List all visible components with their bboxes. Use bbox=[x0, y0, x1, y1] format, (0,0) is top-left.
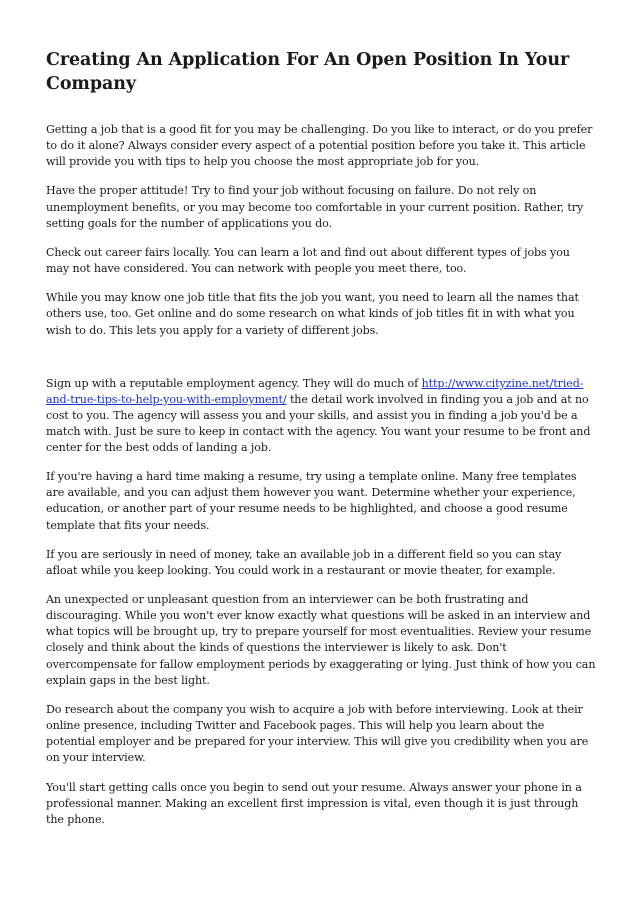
agency-text-after: the detail work involved in finding you a job and at no cost to you. The agency will assess you and your skills, and assist you in finding a job you'd be a match with. Just be sure to keep in contact with the agency. You want your resume to be front and center for the best odds of landing a job. bbox=[46, 392, 591, 454]
paragraph-job-titles: While you may know one job title that fits the job you want, you need to learn all the names that others use, too. Get online and do some research on what kinds of job titles fit in with what you wish to do. This lets you apply for a variety of different jobs. bbox=[46, 291, 579, 337]
paragraph-money: If you are seriously in need of money, take an available job in a different field so you can stay afloat while you keep looking. You could work in a restaurant or movie theater, for example. bbox=[46, 547, 562, 577]
paragraph-career-fairs: Check out career fairs locally. You can learn a lot and find out about different types of jobs you may not have considered. You can network with people you meet there, too. bbox=[46, 245, 570, 276]
paragraph-interview-questions: An unexpected or unpleasant question from an interviewer can be both frustrating and discouraging. While you won't ever know exactly what questions will be asked in an interview and what topics will be brought up, try to prepare yourself for most eventualities. Review your resume closely and think about the kinds of questions the interviewer is likely to ask. Don't overcompensate for fallow employment periods by exaggerating or lying. Just think of how you can explain gaps in the best light. bbox=[46, 593, 596, 687]
paragraph-attitude: Have the proper attitude! Try to find your job without focusing on failure. Do not rely on unemployment benefits, or you may become too comfortable in your current position. Rather, try setting goals for the number of applications you do. bbox=[46, 184, 584, 230]
employment-tips-link[interactable]: http://www.cityzine.net/tried-and-true-tips-to-help-you-with-employment/ bbox=[46, 376, 584, 406]
document-page bbox=[46, 48, 596, 841]
agency-text-before: Sign up with a reputable employment agency. They will do much of bbox=[46, 376, 422, 390]
paragraph-employment-agency bbox=[46, 376, 596, 456]
paragraph-resume-template: If you're having a hard time making a resume, try using a template online. Many free templates are available, and you can adjust them however you want. Determine whether your experience, education, or another part of your resume needs to be highlighted, and choose a good resume template that fits your needs. bbox=[46, 470, 577, 532]
page-title: Creating An Application For An Open Position In Your Company bbox=[46, 50, 570, 94]
paragraph-company-research: Do research about the company you wish to acquire a job with before interviewing. Look at their online presence, including Twitter and Facebook pages. This will help you learn about the potential employer and be prepared for your interview. This will give you credibility when you are on your interview. bbox=[46, 702, 589, 765]
paragraph-phone-calls: You'll start getting calls once you begin to send out your resume. Always answer your phone in a professional manner. Making an excellent first impression is vital, even though it is just through the phone. bbox=[46, 780, 582, 826]
paragraph-intro: Getting a job that is a good fit for you may be challenging. Do you like to interact, or do you prefer to do it alone? Always consider every aspect of a potential position before you take it. This article will provide you with tips to help you choose the most appropriate job for you. bbox=[46, 123, 593, 169]
